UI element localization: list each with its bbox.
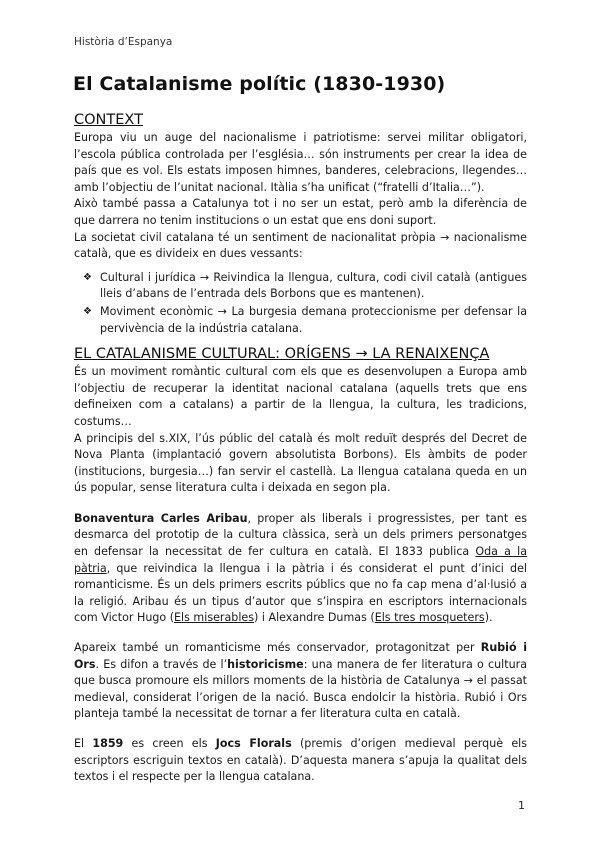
list-item [74,304,527,337]
rubio-name: Rubió i Ors [74,641,527,671]
cultural-paragraph-2: A principis del s.XIX, l’ús públic del català és molt reduït després del Decret de Nova Planta (implantació govern absolutista Borbons). Els àmbits de poder (institucions, burgesia…) fan servir el castellà. La llengua catalana queda en un ús popular, sense literatura culta i deixada en segon pla. [74,431,527,495]
text-span: ). [484,611,493,625]
context-heading: CONTEXT [74,112,143,128]
historicisme-term: historicisme [227,657,304,671]
aribau-paragraph [74,511,527,627]
miserables-title: Els miserables [174,611,255,625]
context-paragraph-2: Això també passa a Catalunya tot i no ser un estat, però amb la diferència de que darrera no tenim institucions o un estat que ens doni suport. [74,197,527,227]
page-title: El Catalanisme polític (1830-1930) [73,73,446,95]
text-span: , proper als liberals i progressistes, per tant es desmarca del prototip de la cultura clàssica, serà un dels primers personatges en defensar la necessitat de fer cultura en català. El 1833 publica [74,511,527,559]
context-paragraph-1: Europa viu un auge del nacionalisme i patriotisme: servei militar obligatori, l’escola pública controlada per l’església… són instruments per crear la idea de país que es vol. Els estats imposen himnes, banderes, celebracions, llegendes… amb l’objectiu de l’unitat nacional. Itàlia s’ha unificat (“fratelli d’Italia…”). [74,131,527,194]
cultural-paragraph-1: És un moviment romàntic cultural com els que es desenvolupen a Europa amb l’objectiu de recuperar la identitat nacional catalana (aquells trets que ens defineixen com a catalans) a partir de la llengua, la cultura, les tradicions, costums… [74,365,527,428]
year-1859: 1859 [92,737,124,750]
mosqueters-title: Els tres mosqueters [374,611,485,625]
aribau-name: Bonaventura Carles Aribau [74,511,248,525]
cultural-heading: EL CATALANISME CULTURAL: ORÍGENS → LA RENAIXENÇA [74,346,490,363]
diamond-bullet-icon: ❖ [83,271,92,283]
diamond-bullet-icon: ❖ [83,305,92,317]
jocs-paragraph [74,736,527,786]
jocs-florals-name: Jocs Florals [215,737,292,750]
text-span: (premis d’origen medieval perquè els escriptors escriguin textos en català). D’aquesta manera s’apuja la qualitat dels textos i el respecte per la llengua catalana. [74,737,528,784]
document-body [74,111,527,786]
text-span: . Es difon a través de l’ [95,657,228,671]
list-item-text: Moviment econòmic → La burgesia demana proteccionisme per defensar la pervivència de la indústria catalana. [100,304,527,335]
text-span: El [74,737,93,750]
text-span: , que reivindica la llengua i la pàtria i és considerat el punt d’inici del romanticisme. És un dels primers escrits públics que no fa cap mena d’al·lusió a la religió. Aribau és un tipus d’autor que s’inspira en escriptors internacionals com Victor Hugo ( [74,561,527,625]
page-number: 1 [518,799,525,812]
list-item [74,270,527,303]
running-header: Història d’Espanya [74,36,173,48]
rubio-paragraph [74,640,527,723]
context-paragraph-3: La societat civil catalana té un sentiment de nacionalitat pròpia → nacionalisme català, que es divideix en dues vessants: [74,230,527,261]
text-span: Apareix també un romanticisme més conservador, protagonitzat per [74,641,481,655]
oda-title: Oda a la pàtria [74,545,527,575]
text-span: ) i Alexandre Dumas ( [254,611,375,625]
vessants-list [74,270,527,337]
list-item-text: Cultural i jurídica → Reivindica la llengua, cultura, codi civil català (antigues lleis d’abans de l’entrada dels Borbons que es mantenen). [100,270,527,301]
text-span: es creen els [123,737,216,750]
text-span: : una manera de fer literatura o cultura que busca promoure els millors moments de la història de Catalunya → el passat medieval, considerat l’origen de la nació. Busca endolcir la història. Rubió i Ors planteja també la necessitat de tornar a fer literatura culta en català. [74,657,527,721]
